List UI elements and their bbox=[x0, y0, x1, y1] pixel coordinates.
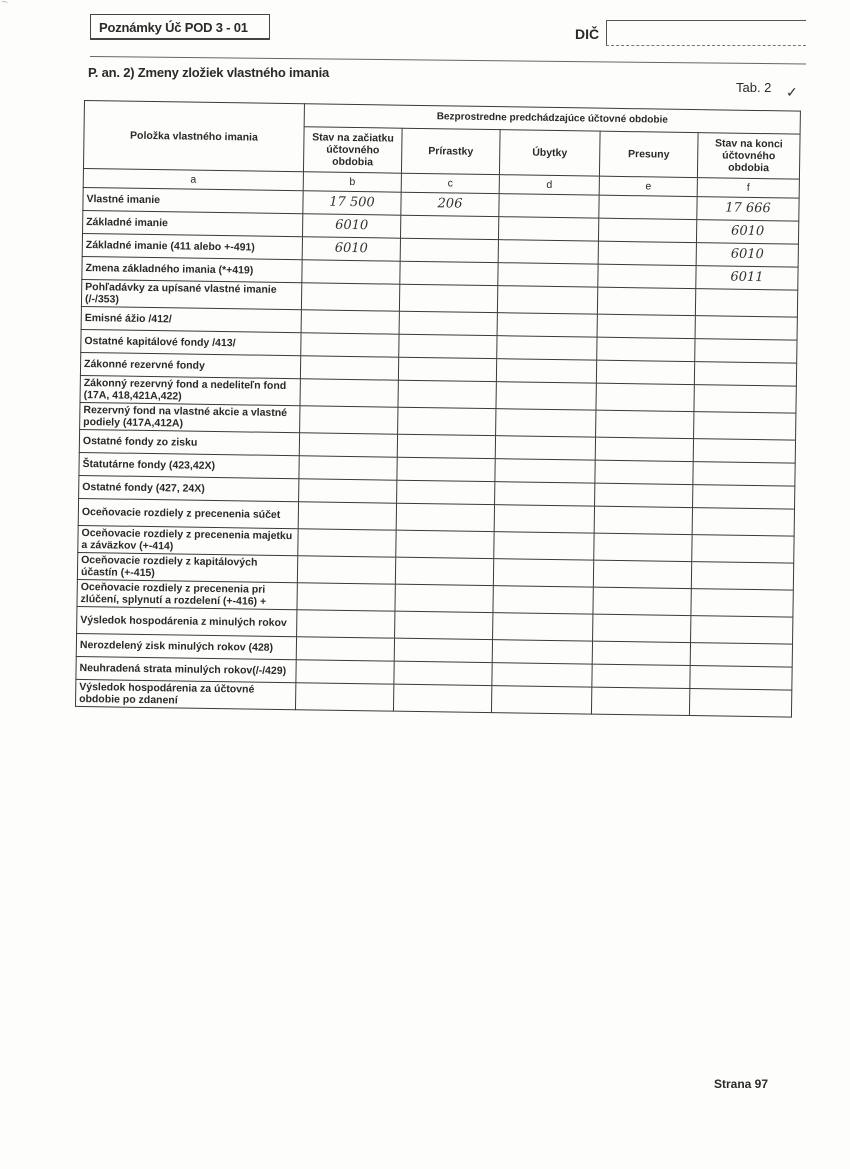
equity-changes-table-wrapper bbox=[75, 100, 801, 718]
col-header-start: Stav na začiatku účtovného obdobia bbox=[303, 127, 402, 173]
value-cell[interactable] bbox=[395, 611, 493, 639]
value-cell[interactable] bbox=[692, 508, 794, 537]
value-cell[interactable] bbox=[692, 535, 794, 564]
row-label: Oceňovacie rozdiely z precenenia súčet bbox=[78, 498, 298, 528]
value-cell[interactable] bbox=[593, 614, 691, 642]
value-cell[interactable] bbox=[497, 313, 597, 337]
value-cell[interactable] bbox=[494, 505, 594, 533]
value-cell[interactable] bbox=[693, 462, 795, 487]
col-letter: f bbox=[697, 178, 799, 199]
value-cell[interactable] bbox=[497, 336, 597, 360]
value-cell[interactable] bbox=[690, 643, 792, 668]
value-cell[interactable] bbox=[593, 560, 691, 588]
row-label: Výsledok hospodárenia z minulých rokov bbox=[77, 606, 297, 636]
value-cell[interactable] bbox=[594, 506, 692, 534]
value-cell[interactable] bbox=[495, 482, 595, 506]
col-letter: a bbox=[83, 168, 303, 190]
value-cell[interactable] bbox=[498, 217, 598, 241]
value-cell[interactable] bbox=[491, 686, 591, 714]
value-cell[interactable] bbox=[396, 503, 494, 531]
value-cell[interactable] bbox=[595, 460, 693, 484]
value-cell[interactable] bbox=[596, 360, 694, 384]
value-cell[interactable] bbox=[593, 587, 691, 615]
value-cell[interactable] bbox=[592, 641, 690, 665]
value-cell[interactable] bbox=[599, 195, 697, 219]
equity-changes-table bbox=[75, 100, 801, 718]
row-label: Ostatné fondy (427, 24X) bbox=[79, 475, 299, 501]
value-cell[interactable] bbox=[495, 436, 595, 460]
row-label: Oceňovacie rozdiely z precenenia majetku a záväzkov (+-414) bbox=[78, 525, 298, 555]
value-cell[interactable] bbox=[296, 660, 394, 684]
table-body bbox=[76, 187, 800, 717]
value-cell[interactable] bbox=[496, 359, 596, 383]
value-cell[interactable] bbox=[394, 661, 492, 685]
value-cell[interactable] bbox=[398, 357, 496, 381]
value-cell[interactable] bbox=[397, 434, 495, 458]
value-cell[interactable] bbox=[298, 529, 396, 557]
row-label: Pohľadávky za upísané vlastné imanie (/-/353) bbox=[81, 279, 301, 309]
check-mark-icon: ✓ bbox=[786, 84, 798, 100]
value-cell[interactable] bbox=[492, 640, 592, 664]
value-cell[interactable] bbox=[591, 687, 689, 715]
value-cell[interactable]: 6010 bbox=[302, 237, 400, 261]
value-cell[interactable] bbox=[690, 666, 792, 691]
value-cell[interactable]: 206 bbox=[401, 192, 499, 216]
value-cell[interactable] bbox=[297, 610, 395, 638]
value-cell[interactable] bbox=[300, 379, 398, 407]
col-header-additions: Prírastky bbox=[401, 128, 500, 174]
col-header-decreases: Úbytky bbox=[499, 130, 600, 176]
page-number: Strana 97 bbox=[714, 1077, 769, 1091]
col-header-transfers: Presuny bbox=[599, 131, 698, 177]
value-cell[interactable] bbox=[498, 263, 598, 287]
row-label: Zmena základného imania (*+419) bbox=[82, 256, 302, 282]
value-cell[interactable] bbox=[592, 664, 690, 688]
value-cell[interactable] bbox=[393, 684, 491, 712]
value-cell[interactable] bbox=[302, 260, 400, 284]
row-label: Vlastné imanie bbox=[83, 187, 303, 213]
value-cell[interactable] bbox=[497, 286, 597, 314]
value-cell[interactable] bbox=[399, 334, 497, 358]
value-cell[interactable] bbox=[693, 439, 795, 464]
value-cell[interactable] bbox=[398, 407, 496, 435]
value-cell[interactable] bbox=[693, 485, 795, 510]
value-cell[interactable] bbox=[300, 356, 398, 380]
value-cell[interactable] bbox=[494, 532, 594, 560]
row-label: Ostatné kapitálové fondy /413/ bbox=[81, 329, 301, 355]
value-cell[interactable] bbox=[395, 557, 493, 585]
value-cell[interactable] bbox=[397, 480, 495, 504]
value-cell[interactable] bbox=[597, 337, 695, 361]
value-cell[interactable] bbox=[595, 437, 693, 461]
value-cell[interactable]: 6010 bbox=[696, 220, 798, 245]
value-cell[interactable] bbox=[400, 238, 498, 262]
value-cell[interactable] bbox=[395, 584, 493, 612]
value-cell[interactable]: 6011 bbox=[696, 266, 798, 291]
row-label: Emisné ážio /412/ bbox=[81, 306, 301, 332]
row-label: Rezervný fond na vlastné akcie a vlastné podiely (417A,412A) bbox=[80, 402, 300, 432]
value-cell[interactable] bbox=[400, 215, 498, 239]
col-letter: b bbox=[303, 172, 401, 192]
row-label: Zákonný rezervný fond a nedeliteľn fond (17A, 418,421A,422) bbox=[80, 375, 300, 405]
value-cell[interactable] bbox=[695, 316, 797, 341]
row-label: Oceňovacie rozdiely z precenenia pri zlúčení, splynutí a rozdelení (+-416) + bbox=[77, 579, 297, 609]
col-letter: c bbox=[401, 173, 499, 193]
row-label: Štatutárne fondy (423,42X) bbox=[79, 452, 299, 478]
value-cell[interactable] bbox=[396, 530, 494, 558]
value-cell[interactable] bbox=[301, 333, 399, 357]
value-cell[interactable] bbox=[596, 383, 694, 411]
value-cell[interactable] bbox=[398, 380, 496, 408]
value-cell[interactable] bbox=[597, 314, 695, 338]
value-cell[interactable] bbox=[399, 284, 497, 312]
value-cell[interactable] bbox=[493, 559, 593, 587]
row-label: Oceňovacie rozdiely z kapitálových účastín (+-415) bbox=[77, 552, 297, 582]
value-cell[interactable]: 6010 bbox=[302, 214, 400, 238]
item-header: Položka vlastného imania bbox=[83, 101, 304, 172]
value-cell[interactable] bbox=[301, 283, 399, 311]
value-cell[interactable] bbox=[496, 382, 596, 410]
period-header: Bezprostredne predchádzajúce účtovné obdobie bbox=[304, 104, 800, 134]
value-cell[interactable] bbox=[400, 261, 498, 285]
value-cell[interactable] bbox=[689, 689, 791, 718]
value-cell[interactable] bbox=[299, 479, 397, 503]
value-cell[interactable] bbox=[493, 586, 593, 614]
value-cell[interactable] bbox=[298, 502, 396, 530]
dic-label: DIČ bbox=[575, 26, 600, 42]
value-cell[interactable] bbox=[691, 589, 793, 618]
value-cell[interactable] bbox=[299, 456, 397, 480]
value-cell[interactable]: 6010 bbox=[696, 243, 798, 268]
value-cell[interactable] bbox=[297, 583, 395, 611]
col-header-end: Stav na konci účtovného obdobia bbox=[697, 133, 800, 180]
dic-field[interactable] bbox=[606, 20, 806, 46]
row-label: Zákonné rezervné fondy bbox=[80, 352, 300, 378]
value-cell[interactable] bbox=[694, 412, 796, 441]
value-cell[interactable] bbox=[295, 683, 393, 711]
value-cell[interactable] bbox=[598, 241, 696, 265]
value-cell[interactable] bbox=[496, 409, 596, 437]
value-cell[interactable] bbox=[399, 311, 497, 335]
value-cell[interactable] bbox=[695, 339, 797, 364]
value-cell[interactable] bbox=[397, 457, 495, 481]
value-cell[interactable] bbox=[694, 362, 796, 387]
value-cell[interactable] bbox=[594, 533, 692, 561]
section-title: P. an. 2) Zmeny zložiek vlastného imania bbox=[88, 65, 330, 80]
value-cell[interactable] bbox=[493, 613, 593, 641]
header-rule bbox=[90, 56, 806, 64]
row-label: Nerozdelený zisk minulých rokov (428) bbox=[76, 633, 296, 659]
value-cell[interactable] bbox=[596, 410, 694, 438]
value-cell[interactable] bbox=[695, 289, 797, 318]
value-cell[interactable] bbox=[598, 218, 696, 242]
value-cell[interactable] bbox=[597, 287, 695, 315]
value-cell[interactable] bbox=[301, 310, 399, 334]
margin-scribble: | bbox=[2, 0, 9, 4]
row-label: Ostatné fondy zo zisku bbox=[79, 429, 299, 455]
value-cell[interactable] bbox=[598, 264, 696, 288]
value-cell[interactable] bbox=[299, 433, 397, 457]
value-cell[interactable] bbox=[394, 638, 492, 662]
value-cell[interactable]: 17 500 bbox=[303, 191, 401, 215]
table-number: Tab. 2 bbox=[736, 80, 772, 95]
row-label: Základné imanie (411 alebo +-491) bbox=[82, 233, 302, 259]
row-label: Neuhradená strata minulých rokov(/-/429) bbox=[76, 656, 296, 682]
col-letter: e bbox=[599, 176, 697, 196]
value-cell[interactable] bbox=[297, 556, 395, 584]
value-cell[interactable] bbox=[691, 562, 793, 591]
form-code-box: Poznámky Úč POD 3 - 01 bbox=[90, 14, 270, 40]
value-cell[interactable] bbox=[495, 459, 595, 483]
value-cell[interactable] bbox=[499, 194, 599, 218]
row-label: Základné imanie bbox=[83, 210, 303, 236]
value-cell[interactable] bbox=[300, 406, 398, 434]
value-cell[interactable] bbox=[694, 385, 796, 414]
value-cell[interactable] bbox=[492, 663, 592, 687]
value-cell[interactable] bbox=[498, 240, 598, 264]
value-cell[interactable] bbox=[296, 637, 394, 661]
value-cell[interactable] bbox=[691, 616, 793, 645]
col-letter: d bbox=[499, 175, 599, 195]
row-label: Výsledok hospodárenia za účtovné obdobie po zdanení bbox=[76, 679, 296, 709]
value-cell[interactable] bbox=[595, 483, 693, 507]
value-cell[interactable]: 17 666 bbox=[697, 197, 799, 222]
